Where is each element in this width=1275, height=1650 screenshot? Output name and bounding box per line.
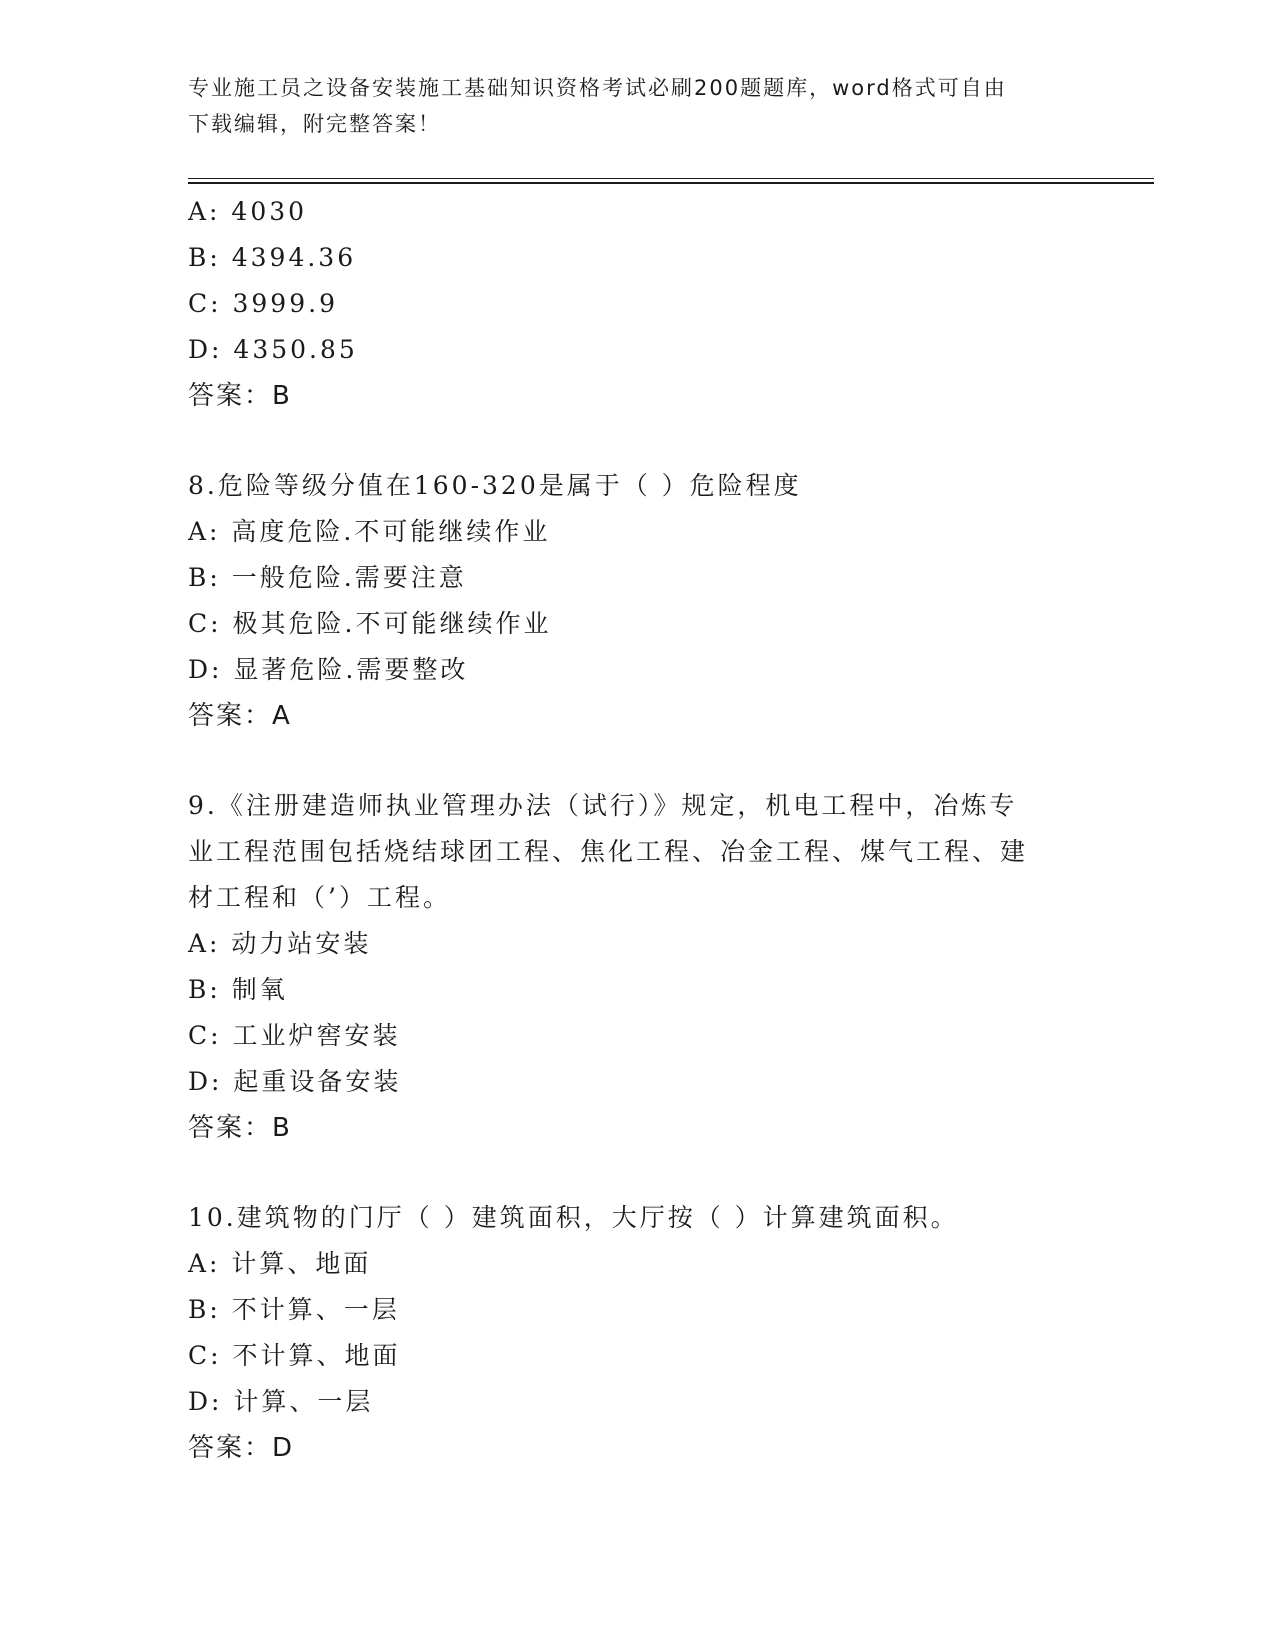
option-c: C: 3999.9 — [188, 289, 338, 318]
document-header — [188, 70, 1068, 142]
option-b: B: 不计算、一层 — [188, 1295, 400, 1324]
option-c: C: 不计算、地面 — [188, 1341, 401, 1370]
question-stem-line-3: 材工程和（’）工程。 — [188, 883, 451, 912]
question-9 — [188, 783, 1088, 1151]
header-title-line-1: 专业施工员之设备安装施工基础知识资格考试必刷200题题库，word格式可自由 — [188, 76, 1007, 100]
question-stem: 10.建筑物的门厅（ ）建筑面积，大厅按（ ）计算建筑面积。 — [188, 1203, 959, 1232]
question-10 — [188, 1195, 1088, 1471]
question-8 — [188, 463, 1088, 739]
answer: 答案：B — [188, 1113, 292, 1143]
question-list — [188, 189, 1088, 1471]
option-c: C: 极其危险.不可能继续作业 — [188, 609, 552, 638]
question-stem-line-1: 9.《注册建造师执业管理办法（试行）》规定，机电工程中，冶炼专 — [188, 791, 1018, 820]
answer: 答案：D — [188, 1433, 295, 1463]
option-b: B: 4394.36 — [188, 243, 357, 272]
header-divider-thin — [188, 178, 1154, 179]
option-a: A: 计算、地面 — [188, 1249, 372, 1278]
header-divider-thick — [188, 182, 1154, 184]
option-d: D: 4350.85 — [188, 335, 358, 364]
question-7 — [188, 189, 1088, 419]
option-b: B: 制氧 — [188, 975, 288, 1004]
option-d: D: 起重设备安装 — [188, 1067, 402, 1096]
option-d: D: 显著危险.需要整改 — [188, 655, 469, 684]
option-b: B: 一般危险.需要注意 — [188, 563, 467, 592]
option-d: D: 计算、一层 — [188, 1387, 374, 1416]
answer: 答案：A — [188, 701, 292, 731]
option-a: A: 动力站安装 — [188, 929, 372, 958]
question-stem: 8.危险等级分值在160-320是属于（ ）危险程度 — [188, 471, 802, 500]
option-a: A: 高度危险.不可能继续作业 — [188, 517, 551, 546]
option-c: C: 工业炉窖安装 — [188, 1021, 401, 1050]
answer: 答案：B — [188, 381, 292, 411]
option-a: A: 4030 — [188, 197, 308, 226]
question-stem-line-2: 业工程范围包括烧结球团工程、焦化工程、冶金工程、煤气工程、建 — [188, 837, 1029, 866]
header-title-line-2: 下载编辑，附完整答案！ — [188, 112, 441, 136]
